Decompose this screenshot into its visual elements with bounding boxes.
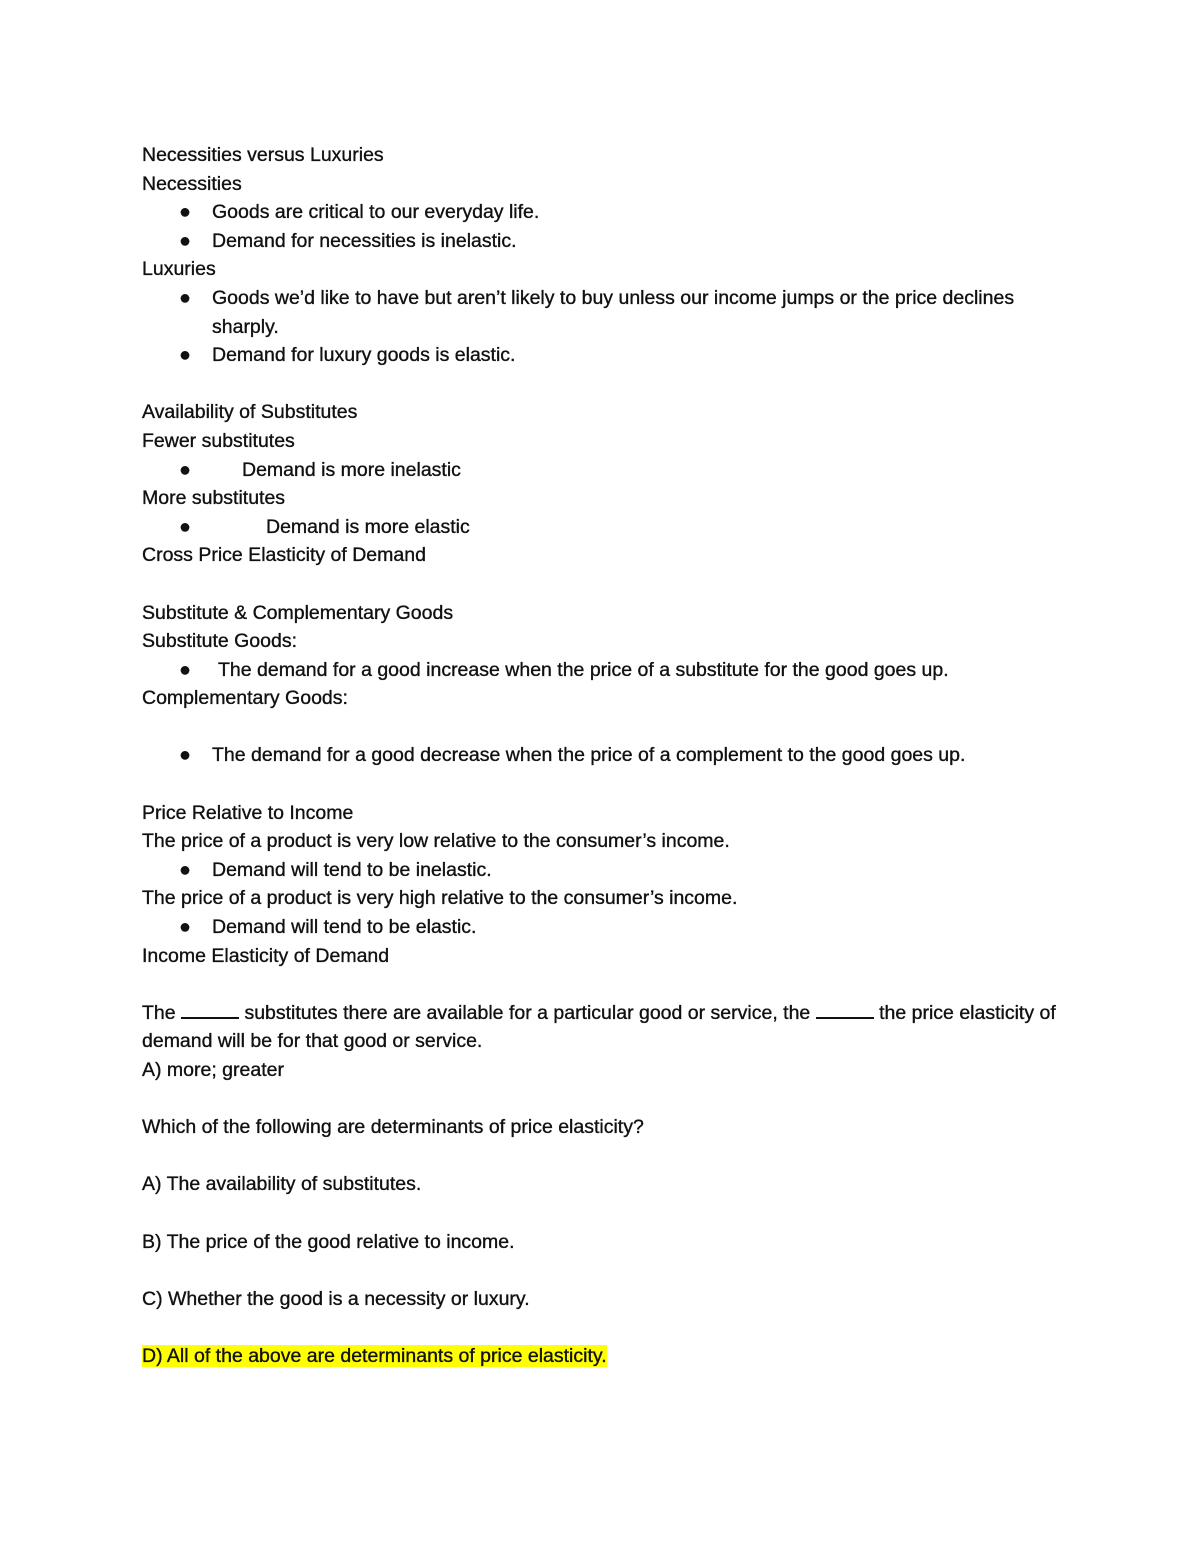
question-2-option-d-row (142, 1342, 1062, 1371)
bullet-icon: ● (179, 201, 191, 224)
text-price-low: The price of a product is very low relative to the consumer’s income. (142, 830, 730, 853)
question-1-part-1: The (142, 1001, 176, 1024)
label-complementary-goods: Complementary Goods: (142, 687, 348, 710)
question-1-text (142, 999, 1062, 1056)
bullet-icon: ● (179, 916, 191, 939)
spacer (142, 770, 1062, 799)
label-cross-price-elasticity: Cross Price Elasticity of Demand (142, 544, 426, 567)
question-2-option-a: A) The availability of substitutes. (142, 1173, 422, 1196)
label-necessities: Necessities (142, 172, 242, 195)
spacer (142, 370, 1062, 399)
spacer (142, 1313, 1062, 1342)
list-item (142, 741, 1062, 770)
list-item (142, 341, 1062, 370)
question-1-part-2: substitutes there are available for a particular good or service, the (244, 1001, 811, 1024)
list-item-text: Demand for luxury goods is elastic. (212, 344, 516, 367)
bullet-icon: ● (179, 458, 191, 481)
bullet-icon: ● (179, 744, 191, 767)
list-item-text: Demand will tend to be inelastic. (212, 858, 492, 881)
label-luxuries: Luxuries (142, 258, 216, 281)
list-item-text: Demand is more inelastic (242, 458, 461, 481)
bullet-icon: ● (179, 658, 191, 681)
bullet-icon: ● (179, 229, 191, 252)
list-item-text: Demand will tend to be elastic. (212, 916, 477, 939)
heading-availability-of-substitutes: Availability of Substitutes (142, 401, 358, 424)
spacer (142, 1142, 1062, 1171)
list-item (142, 856, 1062, 885)
question-1-answer: A) more; greater (142, 1059, 284, 1081)
list-item-text: Goods we’d like to have but aren’t likely to buy unless our income jumps or the price declines sharply. (212, 286, 1015, 338)
bullet-icon: ● (179, 515, 191, 538)
spacer (142, 713, 1062, 742)
list-item (142, 227, 1062, 256)
text-price-high: The price of a product is very high relative to the consumer’s income. (142, 887, 738, 910)
spacer (142, 1199, 1062, 1228)
heading-necessities-vs-luxuries: Necessities versus Luxuries (142, 144, 384, 166)
label-fewer-substitutes: Fewer substitutes (142, 429, 295, 452)
bullet-icon: ● (179, 286, 191, 309)
list-item-text: Demand for necessities is inelastic. (212, 229, 517, 252)
label-income-elasticity: Income Elasticity of Demand (142, 944, 390, 967)
question-2-option-b: B) The price of the good relative to income. (142, 1230, 515, 1253)
list-item (142, 284, 1062, 341)
label-more-substitutes: More substitutes (142, 487, 286, 510)
fill-in-blank (181, 999, 239, 1019)
list-item (142, 913, 1062, 942)
list-item-text: The demand for a good decrease when the price of a complement to the good goes up. (212, 744, 966, 767)
spacer (142, 1085, 1062, 1114)
question-1-part-3: the price elasticity of demand will be for that good or service. (142, 1001, 1056, 1053)
list-item (142, 198, 1062, 227)
heading-substitute-complementary: Substitute & Complementary Goods (142, 601, 454, 624)
spacer (142, 570, 1062, 599)
list-item (142, 456, 1062, 485)
question-2-prompt: Which of the following are determinants of price elasticity? (142, 1116, 644, 1139)
label-substitute-goods: Substitute Goods: (142, 630, 298, 653)
spacer (142, 970, 1062, 999)
spacer (142, 1256, 1062, 1285)
list-item-text: Demand is more elastic (266, 515, 470, 538)
list-item-text: Goods are critical to our everyday life. (212, 201, 540, 224)
fill-in-blank (816, 999, 874, 1019)
list-item (142, 513, 1062, 542)
document-page (142, 141, 1062, 1371)
question-2-option-c: C) Whether the good is a necessity or luxury. (142, 1287, 530, 1310)
bullet-icon: ● (179, 344, 191, 367)
list-item (142, 656, 1062, 685)
bullet-icon: ● (179, 858, 191, 881)
list-item-text: The demand for a good increase when the price of a substitute for the good goes up. (218, 658, 949, 681)
heading-price-relative-to-income: Price Relative to Income (142, 801, 354, 824)
question-2-option-d: D) All of the above are determinants of price elasticity. (142, 1344, 607, 1367)
